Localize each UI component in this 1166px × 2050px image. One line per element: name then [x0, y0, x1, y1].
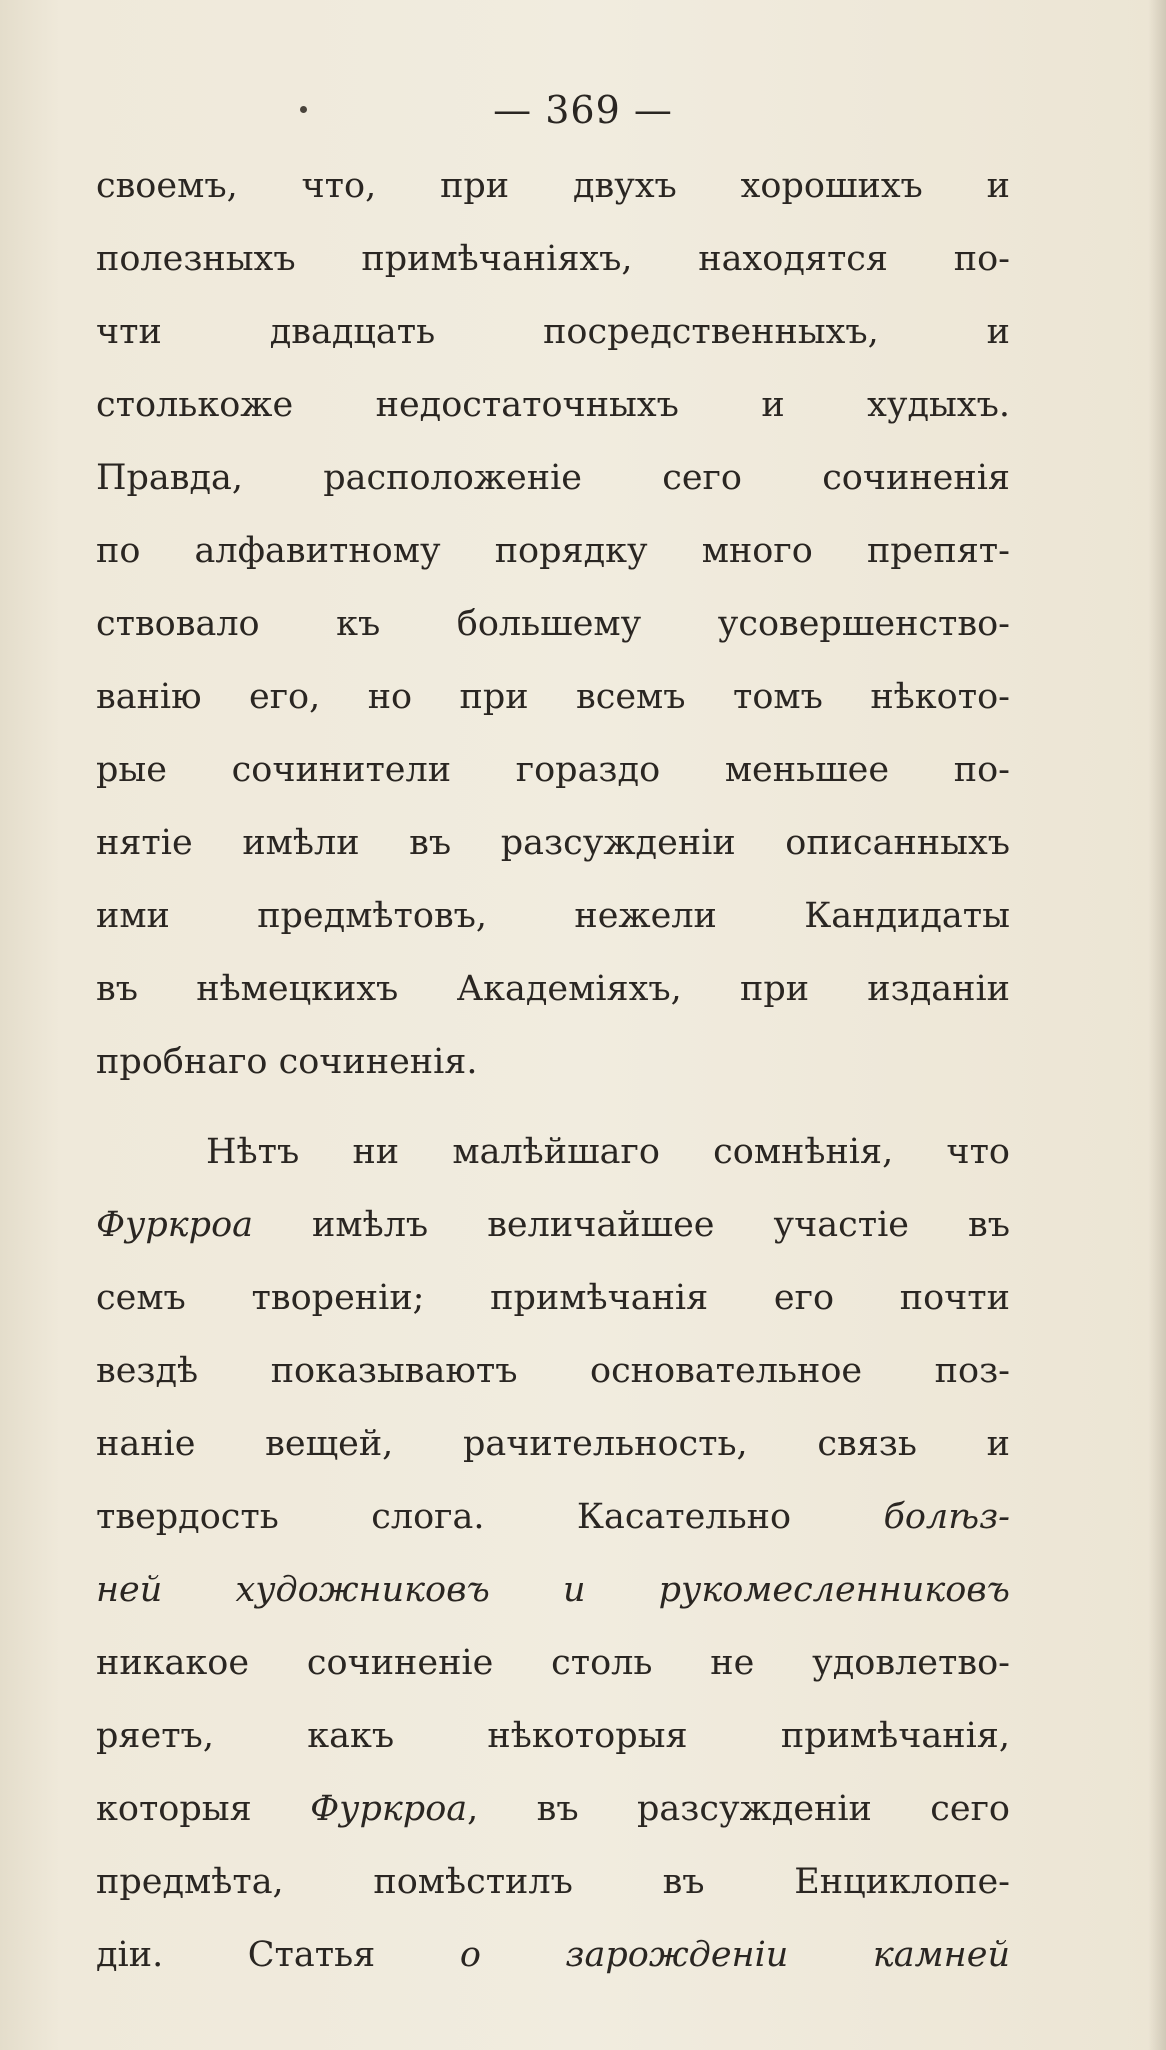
text-line: ней художниковъ и рукомесленниковъ: [96, 1570, 1010, 1610]
text-line: Нѣтъ ни малѣйшаго сомнѣнія, что: [206, 1132, 1010, 1172]
page-number: — 369 —: [493, 88, 673, 132]
page-header: [0, 88, 1166, 138]
text-line: [96, 1919, 1010, 1992]
italic-name: Фуркроа: [310, 1789, 468, 1829]
paragraph-1: [96, 150, 1010, 1099]
text-line: предмѣта, помѣстилъ въ Енциклопе-: [96, 1862, 1010, 1902]
text-line: ряетъ, какъ нѣкоторыя примѣчанія,: [96, 1716, 1010, 1756]
text-line: въ нѣмецкихъ Академіяхъ, при изданіи: [96, 969, 1010, 1009]
text-run: , въ разсужденіи сего: [467, 1789, 1010, 1829]
text-line: ствовало къ большему усовершенство-: [96, 604, 1010, 644]
text-run: діи. Статья: [96, 1935, 460, 1975]
text-line: нятіе имѣли въ разсужденіи описанныхъ: [96, 823, 1010, 863]
text-line: Правда, расположеніе сего сочиненія: [96, 458, 1010, 498]
text-line: [96, 1481, 1010, 1554]
text-line: по алфавитному порядку много препят-: [96, 531, 1010, 571]
italic-phrase: о зарожденіи камней: [459, 1935, 1010, 1975]
text-line: [96, 1773, 1010, 1846]
text-line: своемъ, что, при двухъ хорошихъ и: [96, 166, 1010, 206]
text-line: никакое сочиненіе столь не удовлетво-: [96, 1643, 1010, 1683]
text-line: семъ твореніи; примѣчанія его почти: [96, 1278, 1010, 1318]
text-line: столькоже недостаточныхъ и худыхъ.: [96, 385, 1010, 425]
text-line: ими предмѣтовъ, нежели Кандидаты: [96, 896, 1010, 936]
text-line: чти двадцать посредственныхъ, и: [96, 312, 1010, 352]
text-line: рые сочинители гораздо меньшее по-: [96, 750, 1010, 790]
text-run: которыя: [96, 1789, 311, 1829]
text-line: наніе вещей, рачительность, связь и: [96, 1424, 1010, 1464]
paragraph-2: [96, 1116, 1010, 1992]
body-text: [96, 150, 1010, 1992]
paragraph-gap: [96, 1099, 1010, 1116]
italic-phrase: болѣз-: [883, 1497, 1010, 1537]
text-line: [96, 1189, 1010, 1262]
text-line: пробнаго сочиненія.: [96, 1042, 478, 1082]
text-line: ванію его, но при всемъ томъ нѣкото-: [96, 677, 1010, 717]
page-edge-shadow: [1148, 0, 1166, 2050]
text-line: полезныхъ примѣчаніяхъ, находятся по-: [96, 239, 1010, 279]
text-run: имѣлъ величайшее участіе въ: [253, 1205, 1010, 1245]
italic-name: Фуркроа: [96, 1205, 254, 1245]
text-line: вездѣ показываютъ основательное поз-: [96, 1351, 1010, 1391]
text-run: твердость слога. Касательно: [96, 1497, 884, 1537]
